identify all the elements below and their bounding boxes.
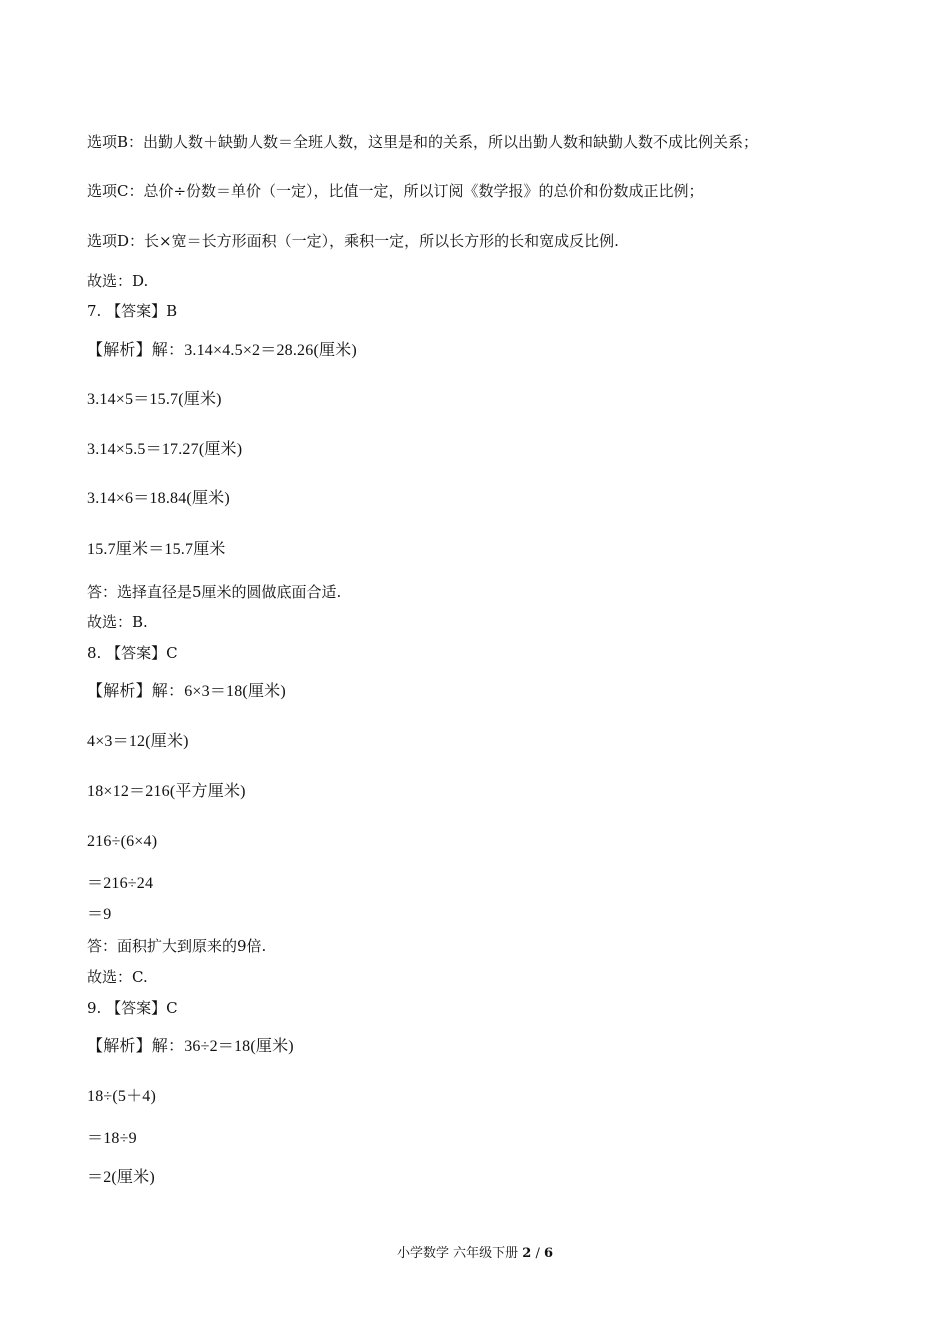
answer-heading-7: 7. 【答案】B — [87, 302, 178, 320]
solution-line-8-1: 【解析】解：6×3＝18(厘米) — [87, 683, 286, 700]
solution-line-9-2: 18÷(5＋4) — [87, 1088, 157, 1105]
solution-line-8-4: 216÷(6×4) — [87, 833, 158, 850]
solution-line-7-3: 3.14×5.5＝17.27(厘米) — [87, 441, 243, 458]
text-line-choice-b: 故选：B. — [87, 613, 148, 631]
footer-subject: 小学数学 六年级下册 — [396, 1246, 519, 1261]
solution-line-8-5: ＝216÷24 — [87, 875, 154, 892]
footer-page-total: 6 — [543, 1246, 554, 1261]
answer-heading-9: 9. 【答案】C — [87, 999, 178, 1017]
text-line-option-d: 选项D：长×宽＝长方形面积（一定），乘积一定，所以长方形的长和宽成反比例. — [87, 232, 619, 250]
text-line-choice-d: 故选：D. — [87, 272, 149, 290]
text-line-choice-c: 故选：C. — [87, 968, 148, 986]
text-line-option-b: 选项B：出勤人数＋缺勤人数＝全班人数，这里是和的关系，所以出勤人数和缺勤人数不成比例关系； — [87, 133, 759, 151]
solution-line-9-1: 【解析】解：36÷2＝18(厘米) — [87, 1038, 294, 1055]
footer-page-current: 2 — [522, 1246, 532, 1261]
answer-text-7: 答：选择直径是5厘米的圆做底面合适. — [87, 583, 342, 601]
solution-line-8-3: 18×12＝216(平方厘米) — [87, 783, 246, 800]
page-footer — [0, 1245, 950, 1263]
solution-line-7-1: 【解析】解：3.14×4.5×2＝28.26(厘米) — [87, 342, 357, 359]
solution-line-9-4: ＝2(厘米) — [87, 1169, 155, 1186]
solution-line-8-6: ＝9 — [87, 906, 112, 923]
answer-text-8: 答：面积扩大到原来的9倍. — [87, 937, 267, 955]
solution-line-9-3: ＝18÷9 — [87, 1130, 137, 1147]
answer-heading-8: 8. 【答案】C — [87, 644, 178, 662]
solution-line-8-2: 4×3＝12(厘米) — [87, 733, 189, 750]
text-line-option-c: 选项C：总价÷份数＝单价（一定），比值一定，所以订阅《数学报》的总价和份数成正比例； — [87, 182, 704, 200]
solution-line-7-2: 3.14×5＝15.7(厘米) — [87, 391, 222, 408]
solution-line-7-4: 3.14×6＝18.84(厘米) — [87, 490, 230, 507]
solution-line-7-5: 15.7厘米＝15.7厘米 — [87, 541, 226, 558]
footer-page-separator: / — [535, 1246, 540, 1261]
